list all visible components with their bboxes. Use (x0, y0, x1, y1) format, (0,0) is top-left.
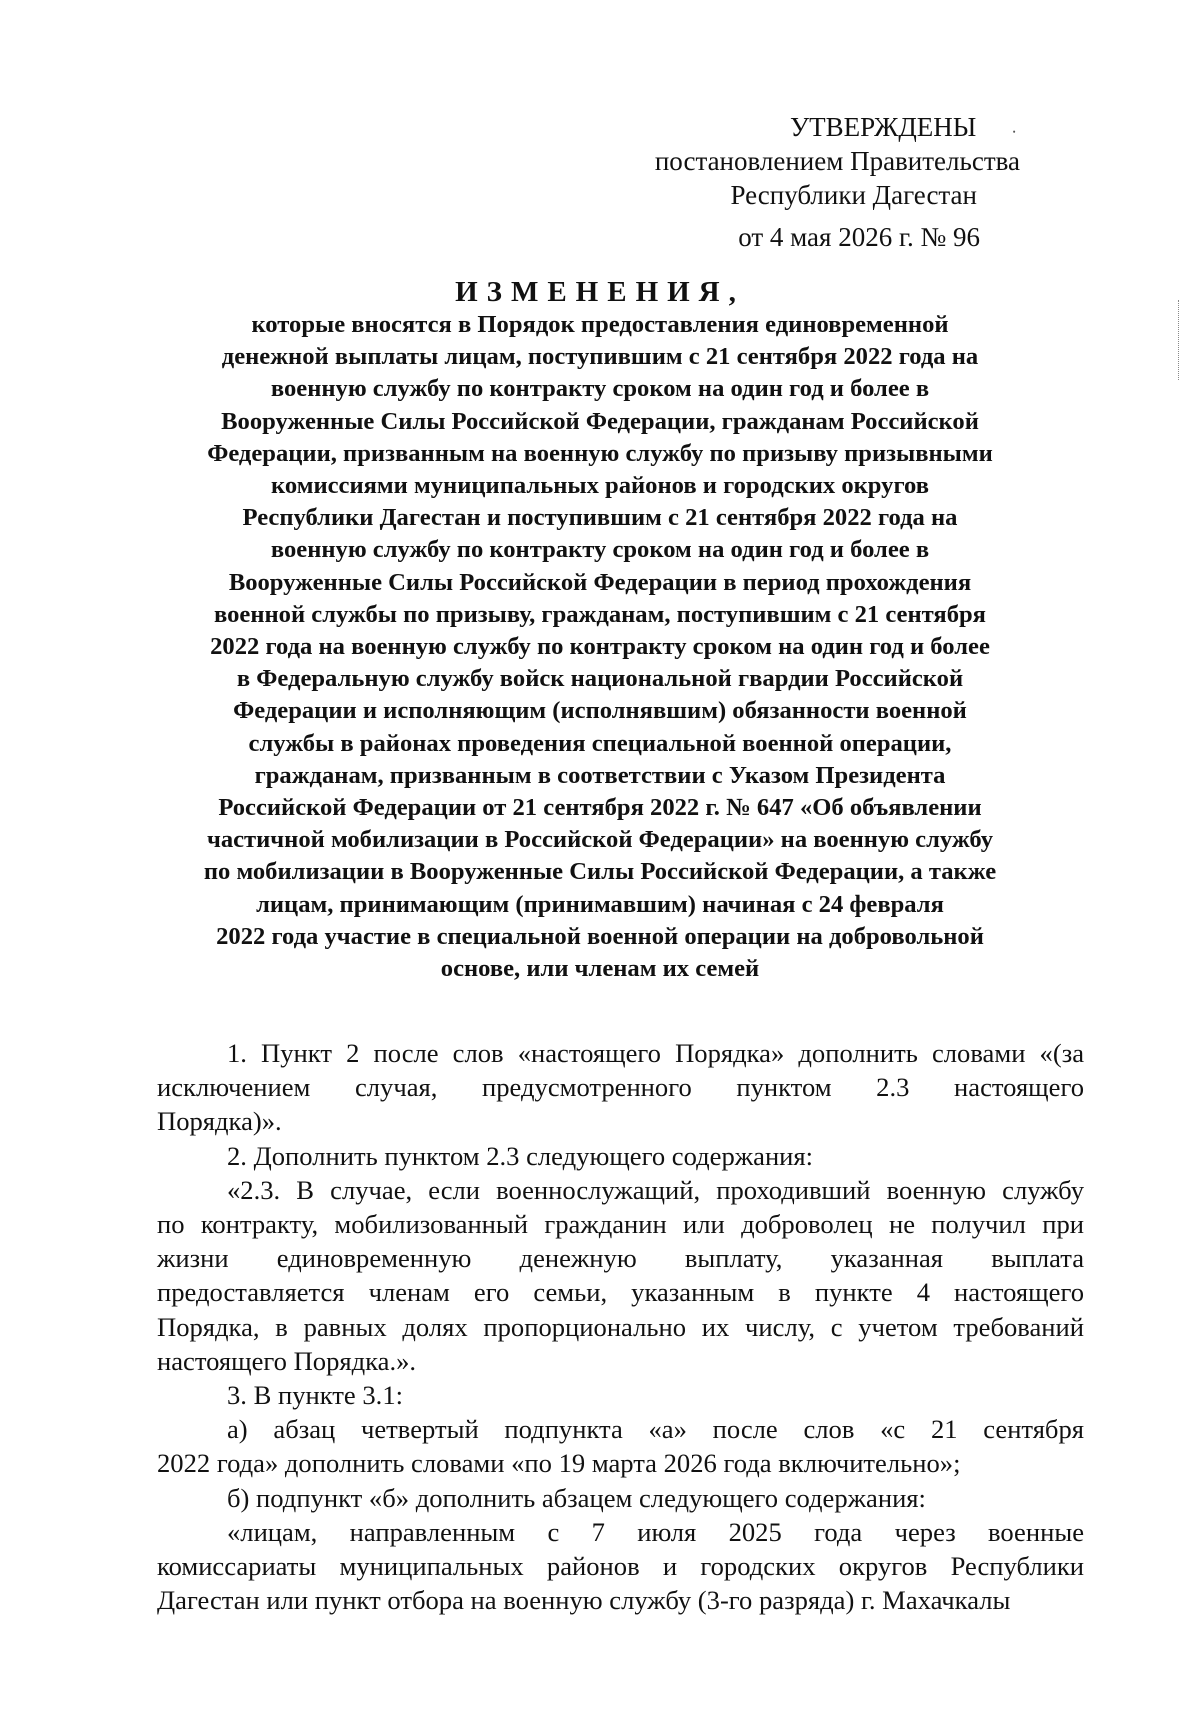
subtitle-line: военную службу по контракту сроком на один год и более в (270, 536, 930, 564)
subtitle-line: Вооруженные Силы Российской Федерации в период прохождения (228, 568, 972, 596)
subtitle-line: основе, или членам их семей (440, 955, 760, 983)
subtitle-line: военную службу по контракту сроком на один год и более в (270, 375, 930, 403)
document-body (157, 1036, 1084, 1617)
paragraph-line: по контракту, мобилизованный гражданин или доброволец не получил при (157, 1209, 1084, 1240)
subtitle-line: Республики Дагестан и поступившим с 21 сентября 2022 года на (242, 504, 958, 532)
subtitle-line: гражданам, призванным в соответствии с Указом Президента (254, 761, 946, 789)
subtitle-line: 2022 года на военную службу по контракту сроком на один год и более (210, 633, 990, 661)
subtitle-line: лицам, принимающим (принимавшим) начиная с 24 февраля (256, 890, 944, 918)
subtitle-line: Вооруженные Силы Российской Федерации, гражданам Российской (221, 407, 979, 435)
document-title: ИЗМЕНЕНИЯ, (455, 276, 745, 308)
paragraph-line: Порядка)». (157, 1106, 282, 1137)
subtitle-line: в Федеральную службу войск национальной гвардии Российской (236, 665, 964, 693)
subtitle-line: службы в районах проведения специальной военной операции, (248, 729, 952, 757)
paragraph-6 (157, 1481, 1084, 1515)
paragraph-line: настоящего Порядка.». (157, 1345, 417, 1376)
subtitle-line: военной службы по призыву, гражданам, поступившим с 21 сентября (214, 600, 986, 628)
subtitle-line: Федерации и исполняющим (исполнявшим) обязанности военной (233, 697, 967, 725)
approval-heading: УТВЕРЖДЕНЫ (790, 112, 977, 142)
paragraph-5 (157, 1412, 1084, 1480)
paragraph-3 (157, 1173, 1084, 1378)
paragraph-2 (157, 1139, 1084, 1173)
paragraph-4 (157, 1378, 1084, 1412)
paragraph-line: предоставляется членам его семьи, указанным в пункте 4 настоящего (157, 1277, 1084, 1308)
document-subtitle (148, 309, 1052, 985)
subtitle-line: частичной мобилизации в Российской Федерации» на военную службу (206, 826, 994, 854)
paragraph-line: исключением случая, предусмотренного пунктом 2.3 настоящего (157, 1072, 1084, 1103)
paragraph-line: Дагестан или пункт отбора на военную службу (3-го разряда) г. Махачкалы (157, 1585, 1011, 1616)
approval-date: от 4 мая 2026 г. № 96 (738, 222, 980, 252)
scan-mark: ⸳ (1012, 122, 1017, 139)
paragraph-line: 1. Пункт 2 после слов «настоящего Порядка» дополнить словами «(за (227, 1038, 1084, 1068)
approval-region: Республики Дагестан (730, 180, 977, 210)
approval-block (600, 110, 1020, 254)
subtitle-line: 2022 года участие в специальной военной операции на добровольной (216, 922, 984, 950)
subtitle-line: денежной выплаты лицам, поступившим с 21 сентября 2022 года на (221, 343, 979, 371)
paragraph-line: комиссариаты муниципальных районов и городских округов Республики (157, 1551, 1084, 1582)
paragraph-line: б) подпункт «б» дополнить абзацем следующего содержания: (227, 1482, 926, 1513)
paragraph-line: «2.3. В случае, если военнослужащий, проходивший военную службу (227, 1174, 1084, 1205)
paragraph-1 (157, 1036, 1084, 1139)
paragraph-line: а) абзац четвертый подпункта «а» после слов «с 21 сентября (227, 1414, 1084, 1445)
paragraph-line: 2. Дополнить пунктом 2.3 следующего содержания: (227, 1140, 814, 1171)
paragraph-line: «лицам, направленным с 7 июля 2025 года через военные (227, 1516, 1084, 1547)
subtitle-line: Федерации, призванным на военную службу по призыву призывными (207, 439, 993, 467)
paragraph-line: 3. В пункте 3.1: (227, 1380, 404, 1411)
subtitle-line: комиссиями муниципальных районов и городских округов (271, 472, 929, 500)
approval-decree: постановлением Правительства (654, 146, 1020, 176)
paragraph-7 (157, 1515, 1084, 1618)
scan-edge-mark (1178, 300, 1179, 380)
paragraph-line: Порядка, в равных долях пропорционально их числу, с учетом требований (157, 1311, 1084, 1342)
paragraph-line: жизни единовременную денежную выплату, указанная выплата (157, 1243, 1084, 1274)
subtitle-line: которые вносятся в Порядок предоставления единовременной (251, 311, 949, 338)
paragraph-line: 2022 года» дополнить словами «по 19 марта 2026 года включительно»; (157, 1448, 961, 1479)
subtitle-line: по мобилизации в Вооруженные Силы Российской Федерации, а также (203, 858, 997, 886)
subtitle-line: Российской Федерации от 21 сентября 2022 г. № 647 «Об объявлении (218, 794, 982, 822)
